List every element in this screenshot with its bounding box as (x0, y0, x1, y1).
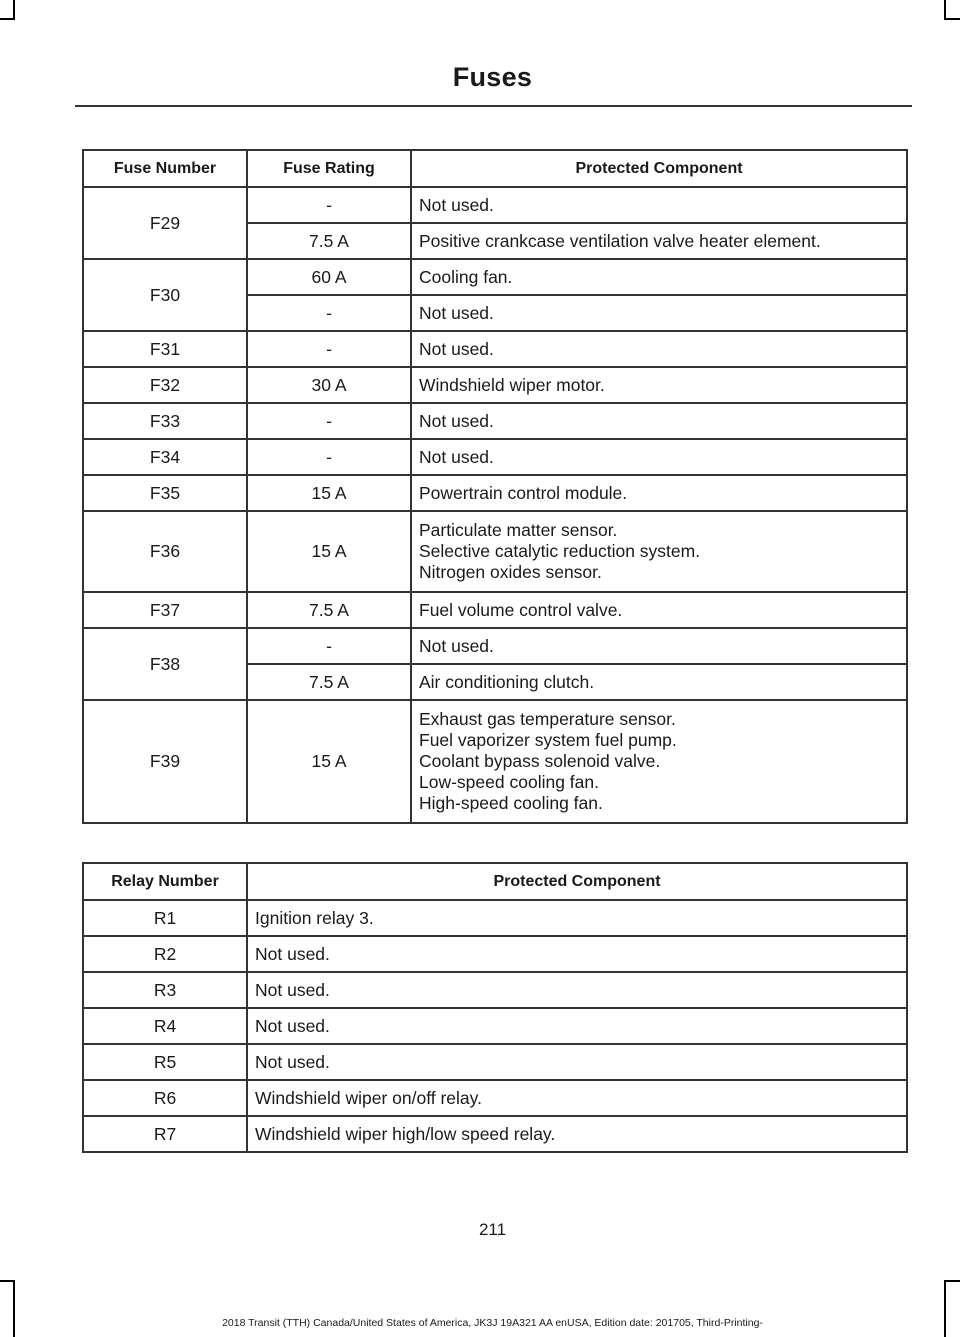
relay-number-cell: R7 (83, 1116, 247, 1152)
crop-mark-bottom-left-horizontal (0, 1280, 15, 1282)
component-line: High-speed cooling fan. (419, 793, 603, 813)
component-line: Particulate matter sensor. (419, 520, 618, 540)
protected-component-cell: Not used. (247, 1044, 907, 1080)
table-row (83, 403, 907, 439)
fuse-number-cell: F39 (83, 700, 247, 823)
relay-number-cell: R2 (83, 936, 247, 972)
table-row (83, 1008, 907, 1044)
fuse-table (82, 149, 908, 824)
fuse-rating-cell: - (247, 331, 411, 367)
table-row (83, 900, 907, 936)
table-row (83, 628, 907, 664)
component-line: Fuel vaporizer system fuel pump. (419, 730, 677, 750)
relay-number-cell: R5 (83, 1044, 247, 1080)
fuse-number-cell: F29 (83, 187, 247, 259)
fuse-rating-cell: 15 A (247, 700, 411, 823)
protected-component-cell: Not used. (411, 331, 907, 367)
protected-component-cell: Not used. (411, 187, 907, 223)
protected-component-cell (411, 700, 907, 823)
protected-component-cell: Not used. (411, 628, 907, 664)
fuse-rating-header: Fuse Rating (247, 150, 411, 187)
crop-mark-top-right-vertical (944, 0, 946, 18)
relay-number-cell: R1 (83, 900, 247, 936)
fuse-rating-cell: 30 A (247, 367, 411, 403)
table-row (83, 439, 907, 475)
component-line: Exhaust gas temperature sensor. (419, 709, 676, 729)
protected-component-cell: Powertrain control module. (411, 475, 907, 511)
fuse-number-cell: F31 (83, 331, 247, 367)
relay-number-cell: R4 (83, 1008, 247, 1044)
crop-mark-top-left-vertical (13, 0, 15, 18)
protected-component-cell: Air conditioning clutch. (411, 664, 907, 700)
fuse-rating-cell: - (247, 628, 411, 664)
table-row (83, 592, 907, 628)
fuse-number-cell: F34 (83, 439, 247, 475)
table-row (83, 187, 907, 223)
protected-component-cell: Not used. (411, 439, 907, 475)
protected-component-cell: Positive crankcase ventilation valve heater element. (411, 223, 907, 259)
protected-component-cell: Ignition relay 3. (247, 900, 907, 936)
table-row (83, 972, 907, 1008)
fuse-rating-cell: 7.5 A (247, 223, 411, 259)
title-divider (75, 105, 912, 107)
fuse-rating-cell: 7.5 A (247, 664, 411, 700)
fuse-rating-cell: 7.5 A (247, 592, 411, 628)
protected-component-cell: Windshield wiper on/off relay. (247, 1080, 907, 1116)
fuse-number-cell: F37 (83, 592, 247, 628)
table-row (83, 700, 907, 823)
fuse-table-header-row (83, 150, 907, 187)
table-row (83, 259, 907, 295)
fuse-number-cell: F32 (83, 367, 247, 403)
component-line: Selective catalytic reduction system. (419, 541, 701, 561)
protected-component-cell: Windshield wiper high/low speed relay. (247, 1116, 907, 1152)
crop-mark-top-right-horizontal (944, 18, 960, 20)
protected-component-cell: Not used. (247, 1008, 907, 1044)
fuse-rating-cell: 60 A (247, 259, 411, 295)
relay-table-header-row (83, 863, 907, 900)
protected-component-cell: Windshield wiper motor. (411, 367, 907, 403)
crop-mark-top-left-horizontal (0, 18, 15, 20)
fuse-number-cell: F38 (83, 628, 247, 700)
protected-component-cell: Not used. (411, 295, 907, 331)
component-line: Low-speed cooling fan. (419, 772, 599, 792)
protected-component-cell: Fuel volume control valve. (411, 592, 907, 628)
relay-number-cell: R3 (83, 972, 247, 1008)
table-row (83, 1116, 907, 1152)
page-title: Fuses (452, 62, 533, 92)
protected-component-cell: Cooling fan. (411, 259, 907, 295)
table-row (83, 367, 907, 403)
protected-component-header: Protected Component (247, 863, 907, 900)
page-number: 211 (478, 1220, 507, 1239)
table-row (83, 1080, 907, 1116)
table-row (83, 331, 907, 367)
protected-component-header: Protected Component (411, 150, 907, 187)
component-line: Coolant bypass solenoid valve. (419, 751, 661, 771)
protected-component-cell: Not used. (247, 972, 907, 1008)
table-row (83, 511, 907, 592)
component-line: Nitrogen oxides sensor. (419, 562, 602, 582)
crop-mark-bottom-right-horizontal (944, 1280, 960, 1282)
fuse-rating-cell: 15 A (247, 475, 411, 511)
relay-number-cell: R6 (83, 1080, 247, 1116)
table-row (83, 936, 907, 972)
fuse-number-header: Fuse Number (83, 150, 247, 187)
protected-component-cell (411, 511, 907, 592)
document-footer: 2018 Transit (TTH) Canada/United States of America, JK3J 19A321 AA enUSA, Edition date: 201705, Third-Printing- (222, 1317, 763, 1329)
fuse-number-cell: F35 (83, 475, 247, 511)
table-row (83, 1044, 907, 1080)
fuse-rating-cell: - (247, 439, 411, 475)
protected-component-cell: Not used. (247, 936, 907, 972)
fuse-number-cell: F36 (83, 511, 247, 592)
relay-number-header: Relay Number (83, 863, 247, 900)
fuse-number-cell: F33 (83, 403, 247, 439)
fuse-rating-cell: 15 A (247, 511, 411, 592)
table-row (83, 475, 907, 511)
protected-component-cell: Not used. (411, 403, 907, 439)
fuse-rating-cell: - (247, 403, 411, 439)
relay-table (82, 862, 908, 1153)
fuse-number-cell: F30 (83, 259, 247, 331)
fuse-rating-cell: - (247, 187, 411, 223)
fuse-rating-cell: - (247, 295, 411, 331)
